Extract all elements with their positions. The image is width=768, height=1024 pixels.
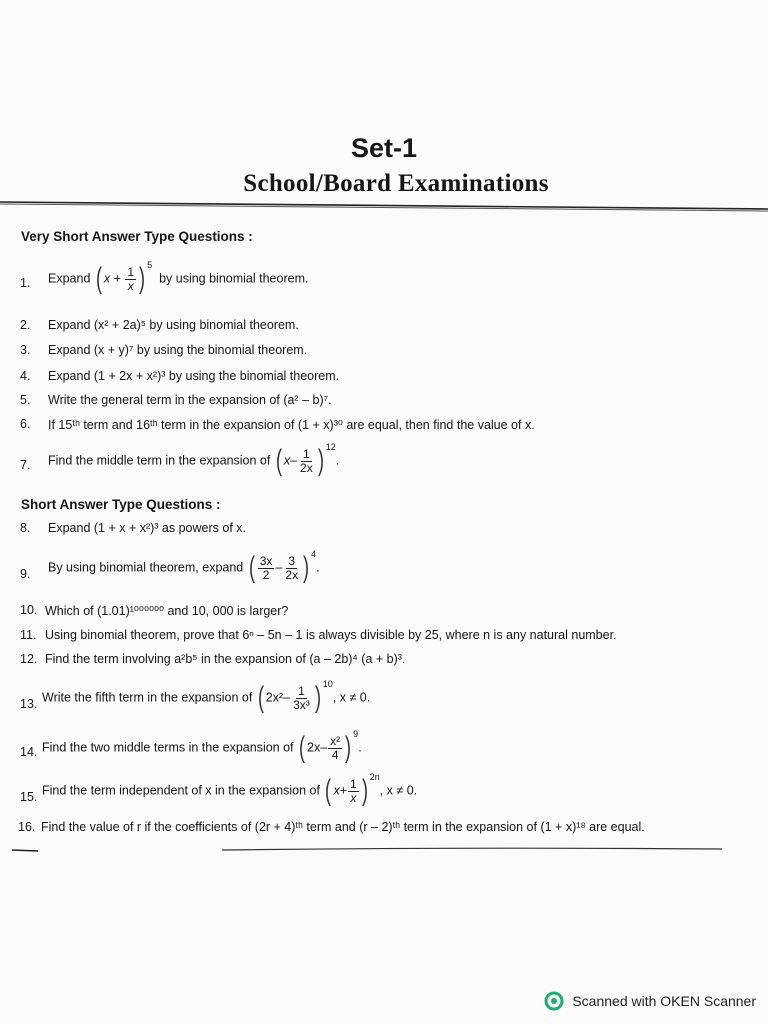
question-text: . — [358, 740, 362, 755]
question-number: 14. — [20, 745, 38, 759]
fraction — [291, 685, 312, 712]
question-text: Which of (1.01)¹⁰⁰⁰⁰⁰⁰ and 10, 000 is larger? — [45, 604, 289, 618]
question-text: Using binomial theorem, prove that 6ⁿ – 5n – 1 is always divisible by 25, where n is any natural number. — [45, 628, 617, 642]
question-text: , x ≠ 0. — [332, 690, 371, 705]
left-paren: ( — [257, 681, 264, 714]
fraction — [328, 735, 342, 762]
question-text: by using binomial theorem. — [159, 271, 309, 286]
scanner-watermark — [544, 991, 756, 1011]
scanner-text: Scanned with OKEN Scanner — [572, 993, 756, 1009]
question-text: , x ≠ 0. — [379, 783, 418, 798]
question-number: 13. — [20, 697, 38, 711]
question-number: 9. — [20, 567, 31, 581]
math-var: x — [103, 271, 111, 286]
question-number: 16. — [18, 820, 36, 834]
question-text: Find the term independent of x in the expansion of — [42, 783, 320, 798]
right-paren: ) — [314, 681, 321, 714]
question-text: Expand (x + y)⁷ by using the binomial theorem. — [48, 343, 308, 357]
math-op: – — [320, 740, 328, 755]
math-op: – — [290, 453, 298, 468]
denominator: x — [350, 790, 357, 805]
numerator: 1 — [298, 683, 305, 698]
question-text: If 15ᵗʰ term and 16ᵗʰ term in the expansion of (1 + x)³⁰ are equal, then find the value of x. — [48, 418, 535, 432]
math-op: + — [339, 783, 348, 798]
question-number: 12. — [20, 652, 38, 666]
math-term: 2x — [307, 740, 321, 755]
numerator: x² — [330, 733, 341, 748]
question-number: 5. — [20, 393, 31, 407]
question-text: Expand (x² + 2a)⁵ by using binomial theorem. — [48, 318, 299, 332]
question-number: 3. — [20, 343, 31, 357]
question-number: 10. — [20, 603, 38, 617]
numerator: 1 — [350, 776, 357, 791]
left-paren: ( — [248, 551, 255, 584]
math-op: – — [275, 560, 283, 575]
question-text: Expand (1 + x + x²)³ as powers of x. — [48, 521, 246, 535]
exponent: 5 — [147, 260, 153, 271]
bottom-divider — [12, 846, 722, 852]
question-text: Expand (1 + 2x + x²)³ by using the binomial theorem. — [48, 369, 340, 383]
page-subtitle: School/Board Examinations — [243, 170, 549, 197]
question-text: Write the fifth term in the expansion of — [42, 690, 253, 705]
exponent: 2n — [369, 772, 380, 783]
question-number: 11. — [20, 628, 37, 642]
left-paren: ( — [275, 444, 282, 477]
section-heading-very-short: Very Short Answer Type Questions : — [21, 229, 253, 244]
exponent: 12 — [325, 442, 336, 453]
numerator: 3x — [259, 553, 273, 568]
fraction — [348, 778, 359, 805]
question-text: Find the value of r if the coefficients of (2r + 4)ᵗʰ term and (r – 2)ᵗʰ term in the expansion of (1 + x)¹⁸ are equal. — [41, 820, 645, 834]
exponent: 9 — [353, 729, 359, 740]
question-text: Find the two middle terms in the expansion of — [42, 740, 294, 755]
fraction — [283, 555, 300, 582]
left-paren: ( — [299, 731, 306, 764]
math-var: x — [333, 783, 340, 798]
exponent: 10 — [322, 679, 333, 690]
numerator: 1 — [127, 264, 135, 279]
denominator: 2 — [262, 567, 270, 582]
denominator: 2x — [300, 460, 313, 475]
right-paren: ) — [345, 731, 352, 764]
fraction — [125, 266, 136, 293]
denominator: x — [127, 278, 134, 293]
header-divider — [0, 200, 768, 212]
math-term: 2x² — [265, 690, 284, 705]
denominator: 2x — [285, 567, 299, 582]
left-paren: ( — [95, 262, 102, 295]
exponent: 4 — [311, 549, 317, 560]
question-text: By using binomial theorem, expand — [48, 560, 244, 575]
left-paren: ( — [325, 774, 332, 807]
question-number: 15. — [20, 790, 38, 804]
right-paren: ) — [361, 774, 368, 807]
question-text: Find the middle term in the expansion of — [48, 453, 271, 468]
question-text: Find the term involving a²b⁵ in the expansion of (a – 2b)⁴ (a + b)³. — [45, 652, 406, 666]
right-paren: ) — [139, 262, 146, 295]
scanner-logo-icon — [544, 991, 564, 1011]
question-number: 7. — [20, 458, 31, 472]
denominator: 3x³ — [293, 697, 310, 712]
right-paren: ) — [317, 444, 324, 477]
question-text: . — [316, 560, 320, 575]
question-number: 1. — [20, 276, 31, 290]
question-number: 6. — [20, 417, 31, 431]
question-number: 4. — [20, 369, 31, 383]
question-number: 8. — [20, 521, 31, 535]
fraction — [258, 555, 275, 582]
question-number: 2. — [20, 318, 31, 332]
section-heading-short: Short Answer Type Questions : — [21, 497, 221, 512]
question-text: . — [335, 453, 340, 468]
question-text: Write the general term in the expansion of (a² – b)⁷. — [48, 393, 332, 407]
fraction — [298, 448, 315, 475]
question-text: Expand — [48, 271, 91, 286]
page-title: Set-1 — [350, 133, 418, 163]
math-op: – — [283, 690, 291, 705]
math-op: + — [113, 271, 121, 286]
math-var: x — [283, 453, 291, 468]
numerator: 3 — [288, 553, 296, 568]
right-paren: ) — [303, 551, 310, 584]
denominator: 4 — [331, 747, 339, 762]
numerator: 1 — [303, 446, 310, 461]
